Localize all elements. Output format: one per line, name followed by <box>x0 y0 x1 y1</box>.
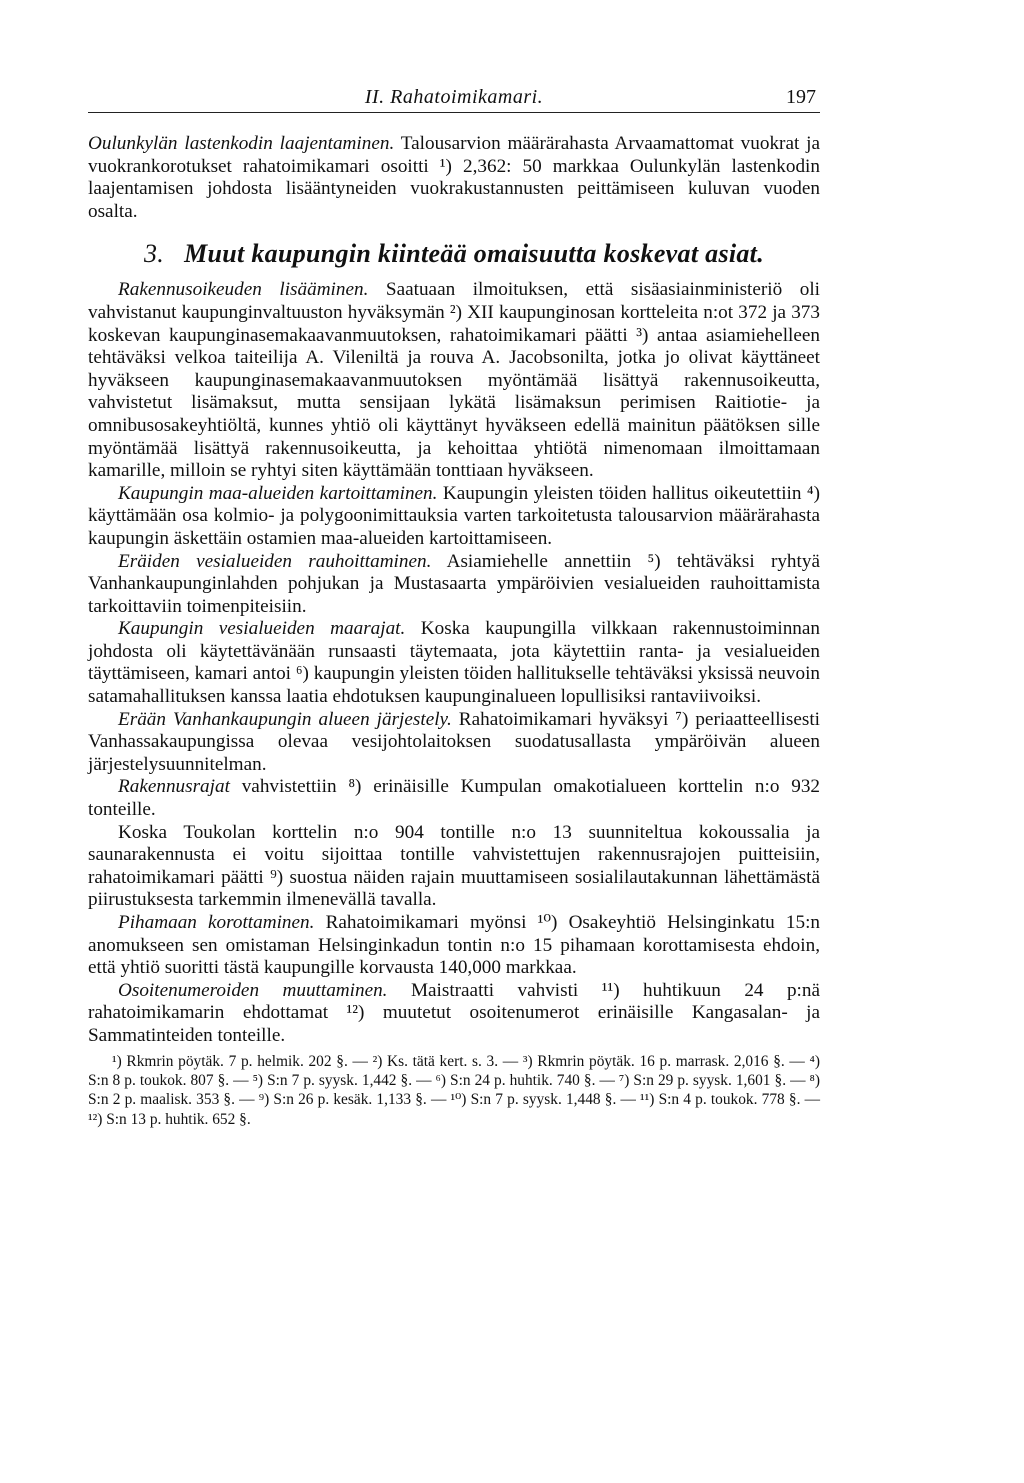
paragraph-text: vahvistettiin ⁸) erinäisille Kumpulan omakotialueen korttelin n:o 932 tonteille. <box>88 776 821 821</box>
section-heading <box>88 239 820 269</box>
running-header <box>88 86 820 113</box>
paragraph-text: Saatuaan ilmoituksen, että sisäasiainministeriö oli vahvistanut kaupunginvaltuuston hyväksymän ²) XII kaupunginosan kortteleita n:ot 372 ja 373 koskevan kaupunginasemakaavanmuutoksen, rahatoimikamari päätti ³) antaa asiamiehelleen tehtäväksi velkoa taiteilija A. Vileniltä ja rouva A. Jacobsonilta, jotka jo olivat käyttäneet hyväkseen kaupunginasemakaavanmuutoksen myöntämää lisättyä rakennusoikeutta, vahvistetut lisämaksut, mutta sensijaan lykätä lisämaksun perimisen Raitiotie- ja omnibusosakeyhtiöltä, kunnes yhtiö oli käyttänyt hyväkseen edellä mainitun päätöksen sille myöntämää lisättyä rakennusoikeutta, ja kehoittaa yhtiötä nimenomaan ilmoittamaan kamarille, milloin se ryhtyi siten käyttämään tonttiaan hyväkseen. <box>88 279 820 482</box>
paragraph-text: Koska kaupungilla vilkkaan rakennustoiminnan johdosta oli käytettävänään runsaasti täytemaata, jota käytettiin ranta- ja vesialueiden täyttämiseen, kamari antoi ⁶) kaupungin yleisten töiden hallitukselle tehtäväksi yksissä neuvoin satamahallituksen kanssa laatia ehdotuksen kaupunginalueen lopullisiksi rantaviivoiksi. <box>88 618 820 708</box>
paragraph-jarjestely <box>88 709 820 777</box>
section-title: Muut kaupungin kiinteää omaisuutta koskevat asiat. <box>184 239 765 269</box>
paragraph-kartoittaminen <box>88 483 820 551</box>
footnotes <box>88 1052 820 1130</box>
paragraph-text: Rahatoimikamari hyväksyi ⁷) periaatteellisesti Vanhassakaupungissa olevaa vesijohtolaitoksen suodatusallasta ympäröivän alueen järjestelysuunnitelman. <box>88 708 821 775</box>
paragraph-rakennusoikeus <box>88 279 820 482</box>
footnote-text: ¹) Rkmrin pöytäk. 7 p. helmik. 202 §. — ²) Ks. tätä kert. s. 3. — ³) Rkmrin pöytäk. 16 p. marrask. 2,016 §. — ⁴) S:n 8 p. toukok. 807 §. — ⁵) S:n 7 p. syysk. 1,442 §. — ⁶) S:n 24 p. huhtik. 740 §. — ⁷) S:n 29 p. syysk. 1,601 §. — ⁸) S:n 2 p. maalisk. 353 §. — ⁹) S:n 26 p. kesäk. 1,133 §. — ¹⁰) S:n 7 p. syysk. 1,448 §. — ¹¹) S:n 4 p. toukok. 778 §. — ¹²) S:n 13 p. huhtik. 652 §. <box>88 1052 820 1128</box>
paragraph-lastenkoti <box>88 133 820 223</box>
paragraph-heading: Erään Vanhankaupungin alueen järjestely. <box>118 708 452 730</box>
paragraph-heading: Pihamaan korottaminen. <box>118 912 315 933</box>
paragraph-text: Asiamiehelle annettiin ⁵) tehtäväksi ryhtyä Vanhankaupunginlahden pohjukan ja Mustasaarta ympäröivien vesialueiden rauhoittamista tarkoittaviin toimenpiteisiin. <box>88 550 820 617</box>
paragraph-heading: Eräiden vesialueiden rauhoittaminen. <box>118 550 432 572</box>
paragraph-text: Talousarvion määrärahasta Arvaamattomat vuokrat ja vuokrankorotukset rahatoimikamari osoitti ¹) 2,362: 50 markkaa Oulunkylän lastenkodin laajentamisen johdosta lisääntyneiden vuokrakustannusten peittämiseen kuluvan vuoden osalta. <box>88 133 820 222</box>
chapter-title: II. Rahatoimikamari. <box>364 86 544 108</box>
paragraph-osoitenumerot <box>88 980 820 1048</box>
paragraph-maarajat <box>88 618 820 708</box>
paragraph-text: Rahatoimikamari myönsi ¹⁰) Osakeyhtiö Helsinginkatu 15:n anomukseen sen omistaman Helsinginkadun tontin n:o 15 pihamaan korottamisesta ehdoin, että yhtiö suoritti tästä kaupungille korvausta 140,000 markkaa. <box>88 912 821 979</box>
section-number: 3. <box>143 239 165 269</box>
paragraph-heading: Kaupungin vesialueiden maarajat. <box>118 618 406 640</box>
paragraph-heading: Rakennusoikeuden lisääminen. <box>118 279 369 301</box>
paragraph-text: Maistraatti vahvisti ¹¹) huhtikuun 24 p:nä rahatoimikamarin ehdottamat ¹²) muutetut osoitenumerot erinäisille Kangasalan- ja Sammatinteiden tonteille. <box>88 979 820 1046</box>
paragraph-heading: Osoitenumeroiden muuttaminen. <box>118 979 388 1001</box>
paragraph-heading: Kaupungin maa-alueiden kartoittaminen. <box>118 482 438 504</box>
paragraph-heading: Rakennusrajat <box>118 776 230 798</box>
body-text <box>88 133 820 1048</box>
paragraph-text: Kaupungin yleisten töiden hallitus oikeutettiin ⁴) käyttämään osa kolmio- ja polygoonimittauksia varten tarkoitetusta talousarvion määrärahasta kaupungin äskettäin ostamien maa-alueiden kartoittamiseen. <box>88 482 820 549</box>
paragraph-toukola <box>88 822 820 912</box>
paragraph-rakennusrajat <box>88 776 820 821</box>
page-number: 197 <box>786 86 816 108</box>
paragraph-rauhoittaminen <box>88 551 820 619</box>
paragraph-pihamaa <box>88 912 820 980</box>
paragraph-heading: Oulunkylän lastenkodin laajentaminen. <box>88 133 395 154</box>
paragraph-text: Koska Toukolan korttelin n:o 904 tontille n:o 13 suunniteltua kokoussalia ja saunarakennusta ei voitu sijoittaa tontille vahvistettujen rakennusrajojen puitteisiin, rahatoimikamari päätti ⁹) suostua näiden rajain muuttamiseen sosialilautakunnan lähettämästä piirustuksesta tarkemmin ilmenevällä tavalla. <box>88 821 820 911</box>
document-page <box>88 86 820 1129</box>
